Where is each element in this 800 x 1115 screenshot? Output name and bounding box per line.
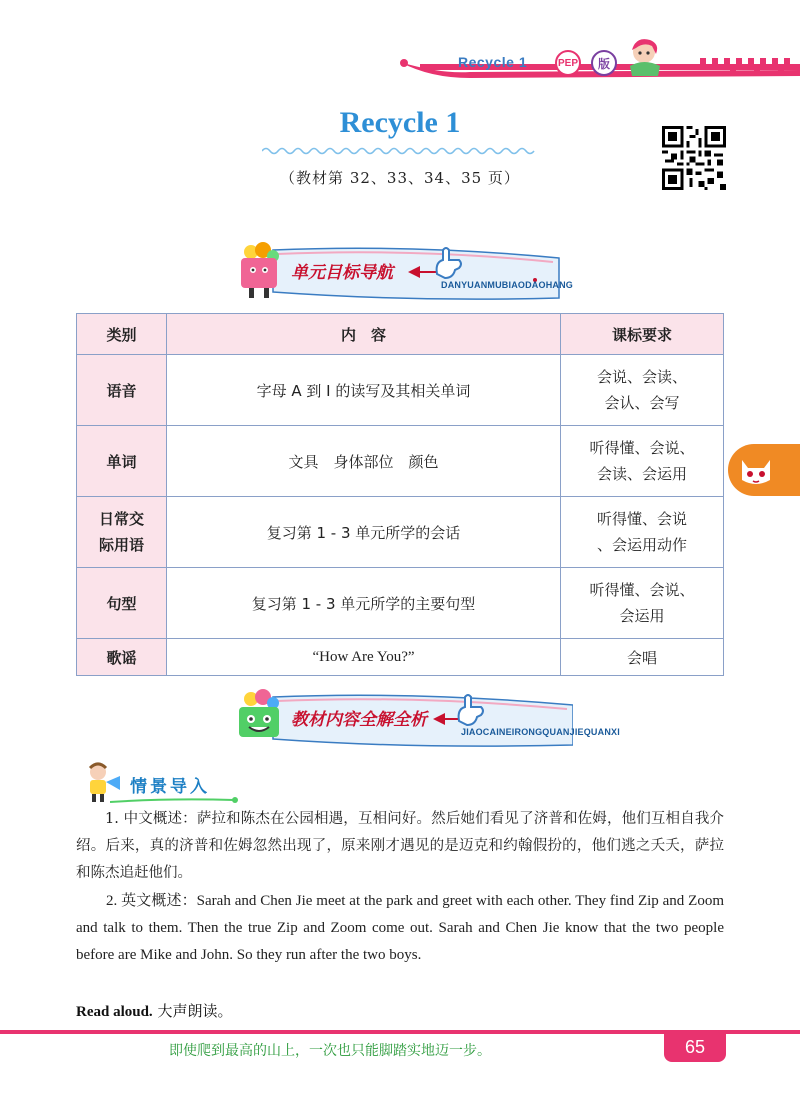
- footer-motto: 即使爬到最高的山上，一次也只能脚踏实地迈一步。: [169, 1043, 491, 1059]
- green-box-mascot-icon: [233, 689, 289, 747]
- requirement-cell: 听得懂、会说 、会运用动作: [561, 497, 724, 568]
- unit-goals-banner-title: 单元目标导航: [291, 263, 393, 283]
- content-analysis-banner: [233, 687, 620, 747]
- unit-goals-banner: [233, 240, 573, 300]
- pink-box-mascot-icon: [233, 242, 289, 300]
- requirement-cell: 会唱: [561, 639, 724, 676]
- table-row: [77, 497, 724, 568]
- content-analysis-banner-pinyin: JIAOCAINEIRONGQUANJIEQUANXI: [461, 727, 620, 737]
- content-cell: “How Are You?”: [167, 639, 561, 676]
- requirement-cell: 会说、会读、 会认、会写: [561, 355, 724, 426]
- title-wave-divider: [262, 146, 538, 156]
- checker-pattern: [700, 58, 800, 78]
- category-cell: 语音: [77, 355, 167, 426]
- english-summary-paragraph: 2. 英文概述：Sarah and Chen Jie meet at the park and greet with each other. They find Zip and Zoom and talk to them. Then the true Zip and Zoom come out. Sarah and Chen Jie know that the two people before are Mike and John. So they run after the two boys.: [76, 893, 724, 963]
- content-cell: 复习第 1 - 3 单元所学的会话: [167, 497, 561, 568]
- category-cell: 句型: [77, 568, 167, 639]
- pointing-hand-icon: [433, 246, 465, 280]
- column-header-category: 类别: [77, 314, 167, 355]
- requirement-cell: 听得懂、会说、 会读、会运用: [561, 426, 724, 497]
- table-row: [77, 426, 724, 497]
- girl-mascot-icon: [622, 36, 668, 78]
- page-number: 65: [664, 1032, 726, 1062]
- page-title: Recycle 1: [339, 106, 461, 139]
- content-cell: 字母 A 到 I 的读写及其相关单词: [167, 355, 561, 426]
- content-cell: 复习第 1 - 3 单元所学的主要句型: [167, 568, 561, 639]
- content-analysis-banner-title: 教材内容全解全析: [291, 710, 427, 730]
- side-tab[interactable]: [728, 444, 800, 496]
- read-aloud-label: Read aloud.: [76, 1004, 153, 1020]
- read-aloud-translation: 大声朗读。: [152, 1002, 233, 1020]
- unit-goals-banner-pinyin: DANYUANMUBIAODAOHANG: [441, 280, 573, 290]
- requirement-cell: 听得懂、会说、 会运用: [561, 568, 724, 639]
- cat-face-icon: [738, 452, 774, 488]
- category-cell: 日常交 际用语: [77, 497, 167, 568]
- scene-intro-heading: 情景导入: [130, 777, 210, 797]
- table-row: [77, 639, 724, 676]
- chinese-summary-paragraph: 1. 中文概述：萨拉和陈杰在公园相遇，互相问好。然后她们看见了济普和佐姆，他们互相自我介绍。后来，真的济普和佐姆忽然出现了，原来刚才遇见的是迈克和约翰假扮的，他们逃之夭夭，萨拉和陈杰追赶他们。: [76, 811, 724, 881]
- pointing-hand-icon: [455, 693, 487, 727]
- running-title: Recycle 1: [458, 54, 528, 70]
- table-row: [77, 355, 724, 426]
- read-aloud-line: [76, 1000, 232, 1021]
- category-cell: 单词: [77, 426, 167, 497]
- column-header-requirement: 课标要求: [561, 314, 724, 355]
- heading-underline: [110, 796, 240, 806]
- column-header-content: 内 容: [167, 314, 561, 355]
- table-header-row: [77, 314, 724, 355]
- content-cell: 文具 身体部位 颜色: [167, 426, 561, 497]
- unit-objectives-table: [76, 313, 724, 676]
- qr-code-icon[interactable]: [662, 126, 726, 190]
- header-swoosh: [0, 56, 800, 78]
- page-subtitle: （教材第 32、33、34、35 页）: [280, 169, 520, 187]
- table-row: [77, 568, 724, 639]
- category-cell: 歌谣: [77, 639, 167, 676]
- edition-badge: 版: [591, 50, 617, 76]
- pep-badge: PEP: [555, 50, 581, 76]
